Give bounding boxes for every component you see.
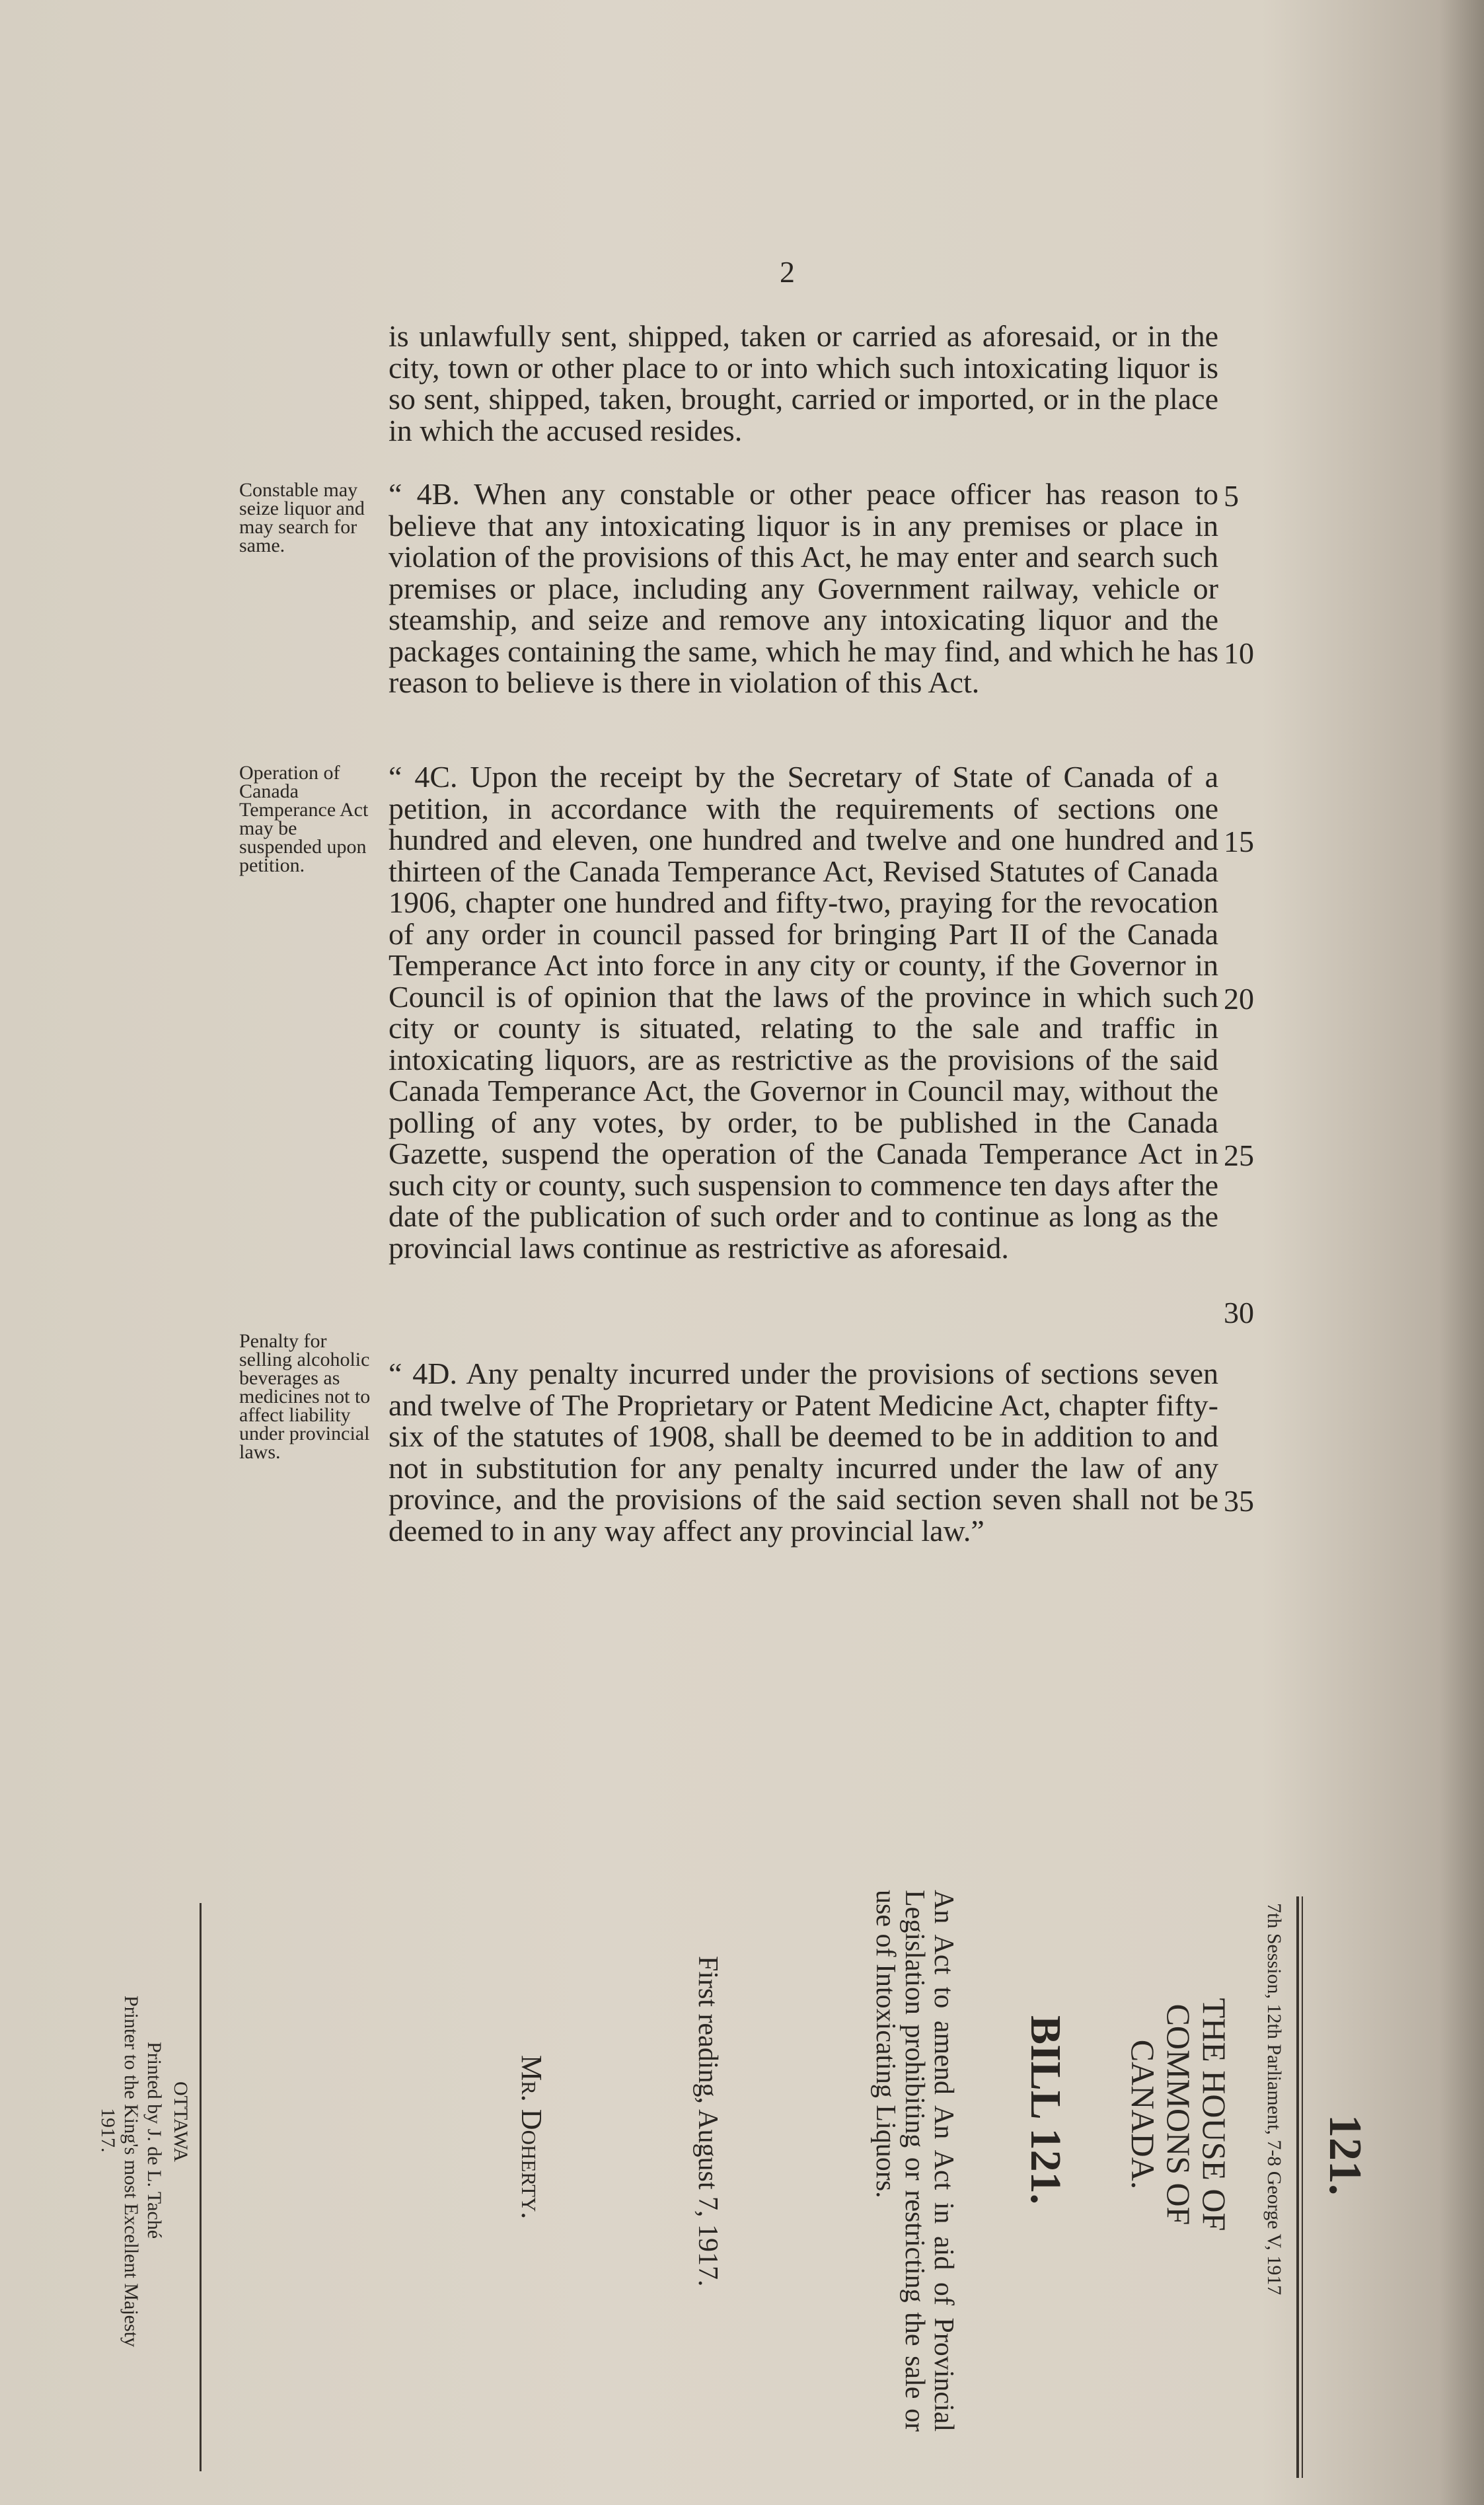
line-number: 10 [1224, 636, 1254, 670]
line-number: 20 [1224, 982, 1254, 1016]
margin-note-4b: Constable may seize liquor and may search for same. [239, 479, 365, 556]
cover-house: THE HOUSE OF COMMONS OF CANADA. [1125, 1998, 1233, 2231]
cover-first-reading: First reading, August 7, 1917. [692, 1956, 723, 2287]
cover-sponsor: Mr. Doherty. [515, 2055, 548, 2220]
cover-printer-line1: Printed by J. de L. Taché [143, 2042, 165, 2239]
cover-rule [1296, 1896, 1299, 2478]
cover-bill-title: BILL 121. [1021, 2015, 1070, 2205]
section-4d: “ 4D. Any penalty incurred under the provisions of sections seven and twelve of The Proprietary or Patent Medicine Act, chapter fifty-six of the statutes of 1908, shall be deemed to be in addition to and not in substitution for any penalty incurred under the law of any province, and the provisions of the said section seven shall not be deemed to in any way affect any provincial law.” [389, 1357, 1218, 1548]
cover-rule [200, 1903, 202, 2471]
margin-note-4c: Operation of Canada Temperance Act may be suspended upon petition. [239, 762, 369, 876]
line-number: 5 [1224, 479, 1239, 513]
line-number: 30 [1224, 1296, 1254, 1329]
cover-bill-number: 121. [1319, 2114, 1370, 2196]
line-number: 15 [1224, 825, 1254, 858]
margin-note-4d: Penalty for selling alcoholic beverages as medicines not to affect liability under provincial laws. [239, 1330, 371, 1463]
cover-printer-year: 1917. [97, 2108, 119, 2153]
section-4c: “ 4C. Upon the receipt by the Secretary of State of Canada of a petition, in accordance with the requirements of sections one hundred and eleven, one hundred and twelve and one hundred and thirteen of the Canada Temperance Act, Revised Statutes of Canada 1906, chapter one hundred and fifty-two, praying for the revocation of any order in council passed for bringing Part II of the Canada Temperance Act into force in any city or county, if the Governor in Council is of opinion that the laws of the province in which such city or county is situated, relating to the sale and traffic in intoxicating liquors, are as restrictive as the provisions of the said Canada Temperance Act, the Governor in Council may, without the polling of any votes, by order, to be published in the Canada Gazette, suspend the operation of the Canada Temperance Act in such city or county, such suspension to commence ten days after the date of the publication of such order and to continue as long as the provincial laws continue as restrictive as aforesaid. [389, 760, 1218, 1265]
page-number: 2 [780, 255, 795, 289]
opening-paragraph: is unlawfully sent, shipped, taken or carried as aforesaid, or in the city, town or other place to or into which such intoxicating liquor is so sent, shipped, taken, brought, carried or imported, or in the place in which the accused resides. [389, 319, 1218, 447]
cover-act-title: An Act to amend An Act in aid of Provincial Legislation prohibiting or restricting the sale or use of Intoxicating Liquors. [870, 1890, 959, 2432]
cover-rule [1302, 1896, 1303, 2478]
section-4b: “ 4B. When any constable or other peace officer has reason to believe that any intoxicating liquor is in any premises or place in violation of the provisions of this Act, he may enter and search such premises or place, including any Government railway, vehicle or steamship, and seize and remove any intoxicating liquor and the packages containing the same, which he may find, and which he has reason to believe is there in violation of this Act. [389, 477, 1218, 699]
cover-printer-city: OTTAWA [170, 2081, 192, 2162]
line-number: 25 [1224, 1139, 1254, 1172]
cover-session: 7th Session, 12th Parliament, 7-8 George V, 1917 [1263, 1903, 1285, 2296]
bill-cover [93, 1863, 1388, 2458]
cover-printer-line2: Printer to the King's most Excellent Majesty [120, 1996, 142, 2347]
line-number: 35 [1224, 1484, 1254, 1518]
